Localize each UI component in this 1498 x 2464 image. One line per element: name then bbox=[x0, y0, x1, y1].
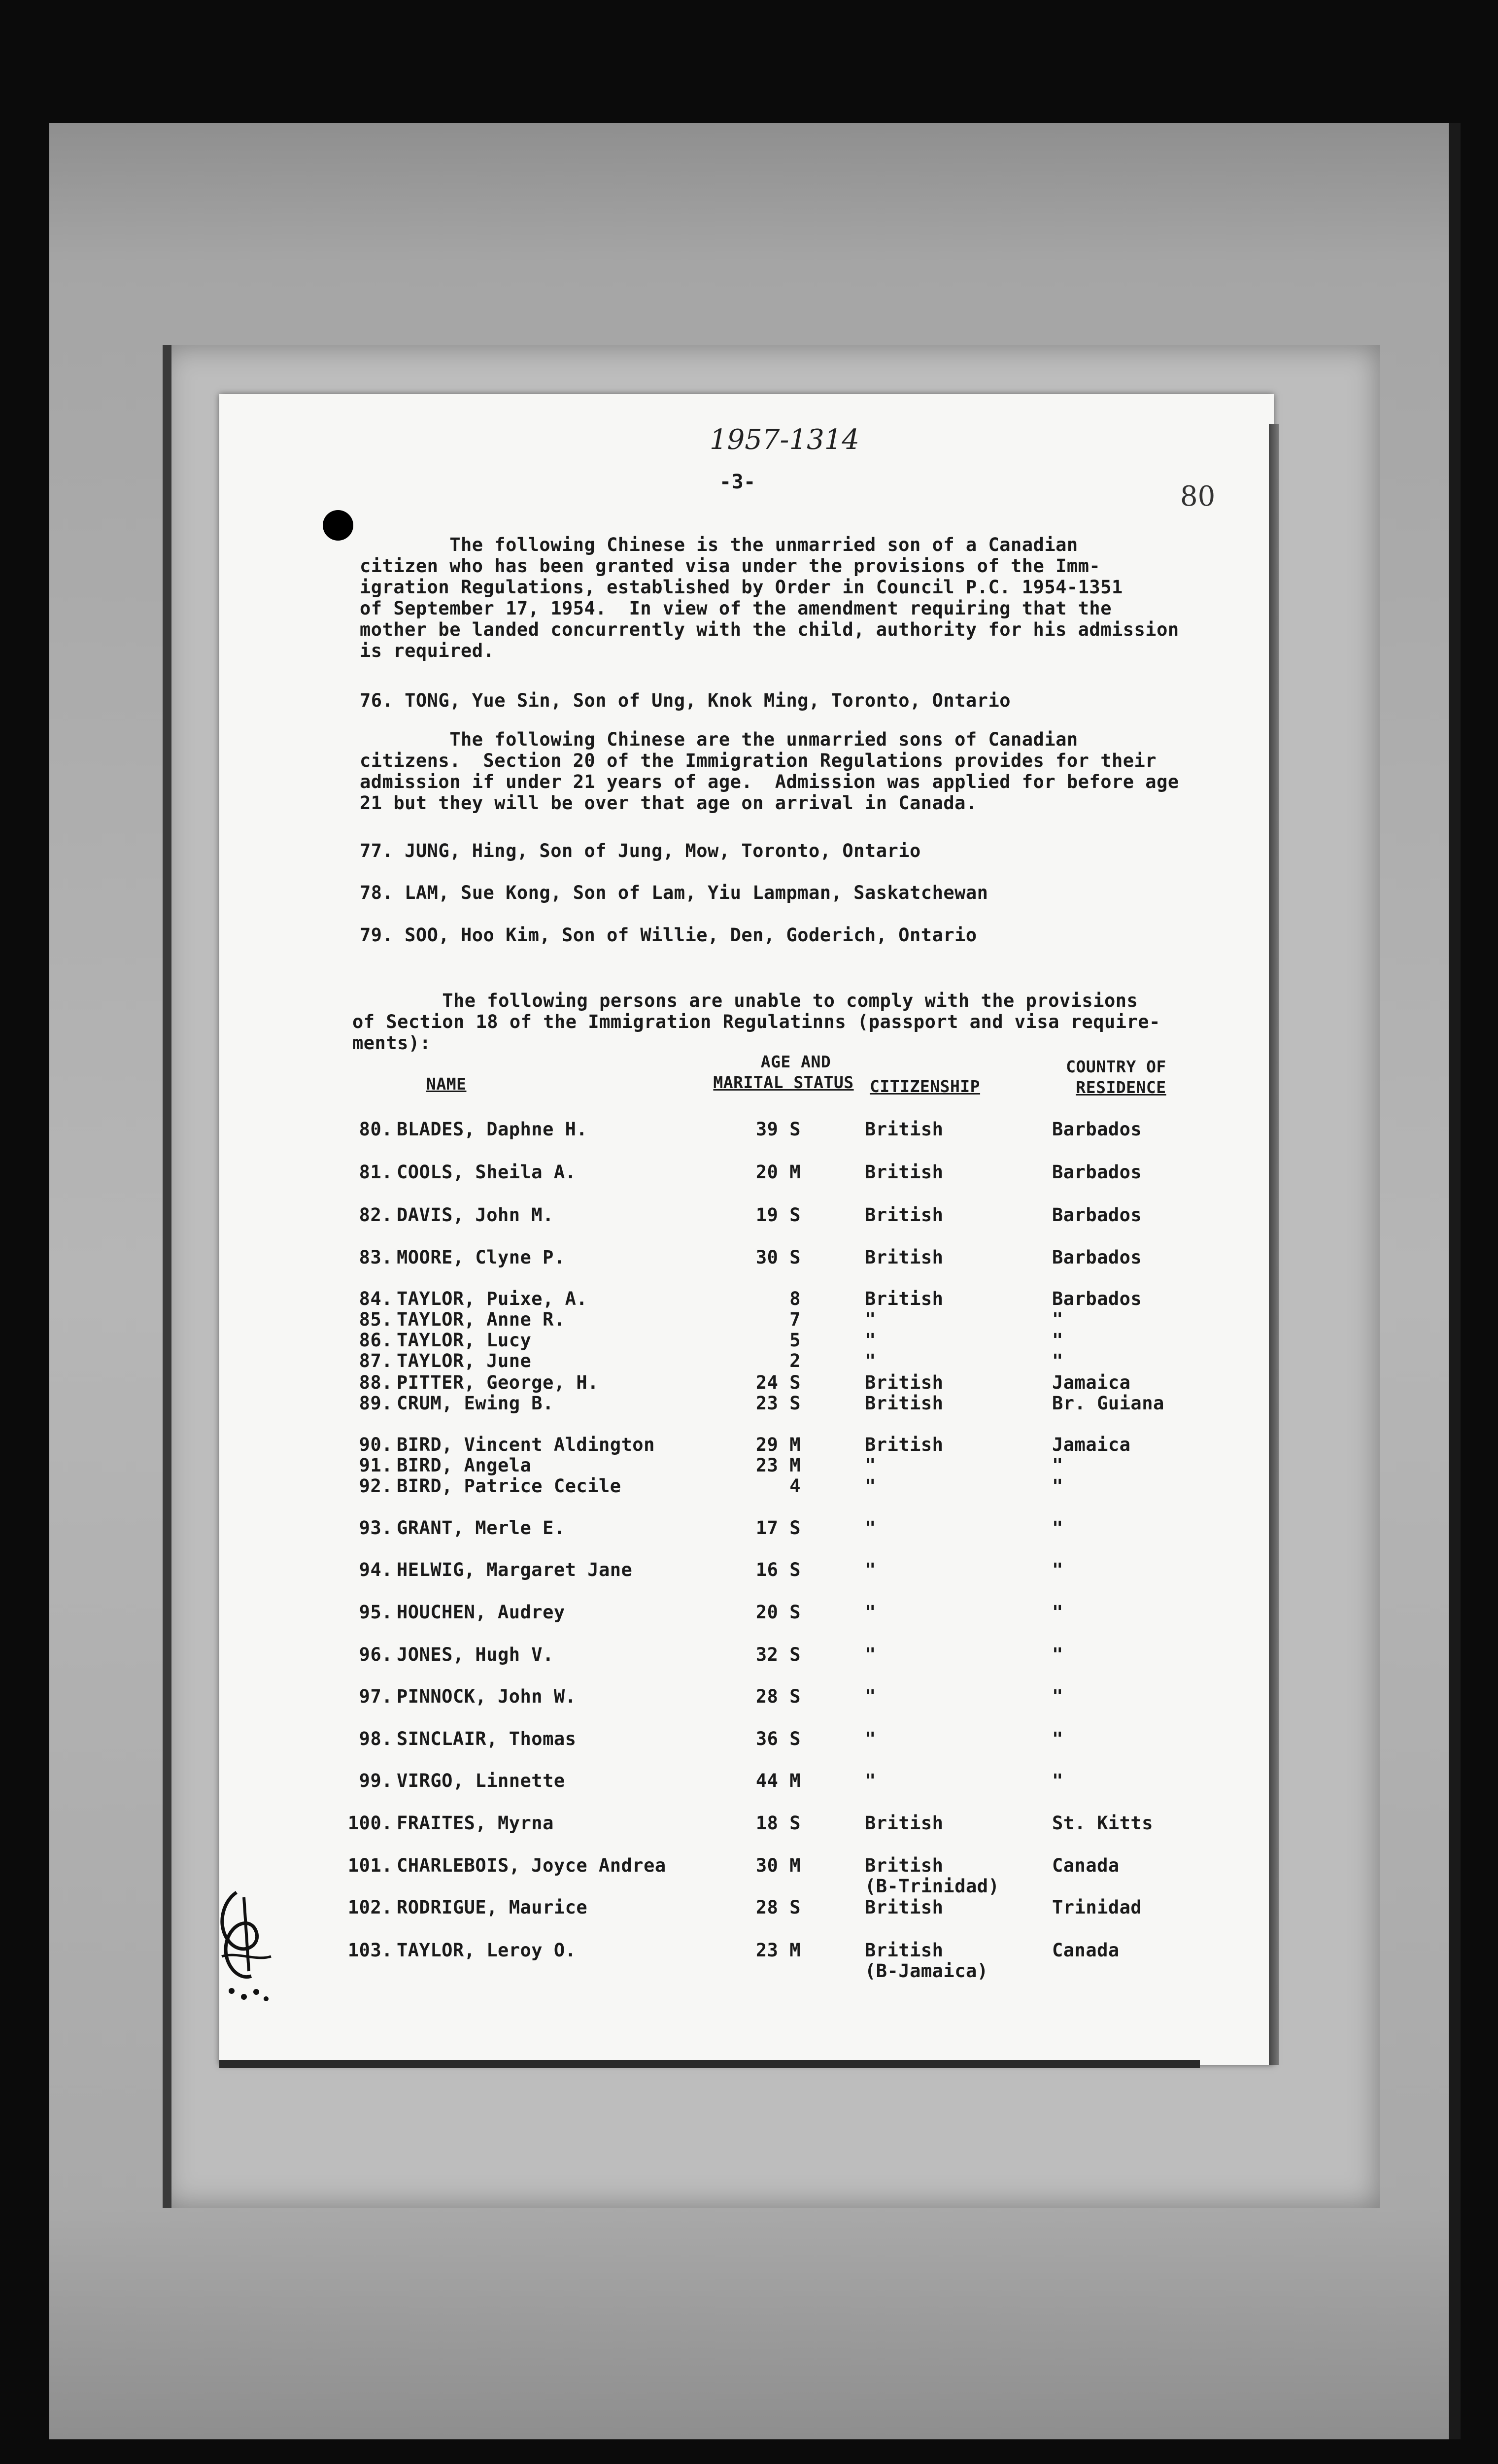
paragraph-1-line: citizen who has been granted visa under the provisions of the Imm- bbox=[360, 555, 1101, 577]
row-residence: " bbox=[1052, 1686, 1063, 1707]
row-citizenship: British bbox=[865, 1813, 944, 1834]
paragraph-1-line: of September 17, 1954. In view of the amendment requiring that the bbox=[360, 598, 1112, 619]
row-residence: Br. Guiana bbox=[1052, 1393, 1164, 1414]
row-number: 82. bbox=[359, 1204, 393, 1226]
item-79: 79. SOO, Hoo Kim, Son of Willie, Den, Goderich, Ontario bbox=[360, 924, 977, 946]
paragraph-3-line: The following persons are unable to comply with the provisions bbox=[352, 990, 1138, 1011]
row-citizenship: British bbox=[865, 1393, 944, 1414]
row-citizenship: " bbox=[865, 1686, 876, 1707]
row-citizenship: " bbox=[865, 1770, 876, 1791]
row-age-status: 17 S bbox=[755, 1517, 801, 1539]
row-age-status: 30 S bbox=[755, 1247, 801, 1268]
row-name: JONES, Hugh V. bbox=[397, 1644, 554, 1665]
table-row bbox=[219, 1247, 1274, 1268]
row-age-status: 29 M bbox=[755, 1434, 801, 1455]
page-number: -3- bbox=[719, 471, 756, 493]
paragraph-2-line: citizens. Section 20 of the Immigration Regulations provides for their bbox=[360, 750, 1157, 771]
row-age-status: 18 S bbox=[755, 1813, 801, 1834]
row-age-status: 30 M bbox=[755, 1855, 801, 1876]
row-citizenship: British bbox=[865, 1162, 944, 1183]
header-residence-line1: COUNTRY OF bbox=[1066, 1057, 1166, 1076]
row-citizenship: " bbox=[865, 1475, 876, 1497]
row-name: COOLS, Sheila A. bbox=[397, 1162, 577, 1183]
row-residence: Barbados bbox=[1052, 1162, 1142, 1183]
row-age-status: 23 M bbox=[755, 1940, 801, 1961]
row-name: HOUCHEN, Audrey bbox=[397, 1602, 565, 1623]
table-row bbox=[219, 1288, 1274, 1310]
paragraph-3-line: of Section 18 of the Immigration Regulatinns (passport and visa require- bbox=[352, 1011, 1160, 1032]
row-age-status: 20 S bbox=[755, 1602, 801, 1623]
paragraph-1-line: igration Regulations, established by Order in Council P.C. 1954-1351 bbox=[360, 577, 1123, 598]
row-name: BIRD, Angela bbox=[397, 1455, 532, 1476]
row-citizenship: British bbox=[865, 1372, 944, 1393]
table-row bbox=[219, 1455, 1274, 1476]
row-number: 90. bbox=[359, 1434, 393, 1455]
row-age-status: 44 M bbox=[755, 1770, 801, 1791]
table-row bbox=[219, 1559, 1274, 1581]
row-citizenship: British bbox=[865, 1247, 944, 1268]
row-age-status: 4 bbox=[789, 1475, 801, 1497]
row-age-status: 39 S bbox=[755, 1119, 801, 1140]
table-row bbox=[219, 1517, 1274, 1539]
row-age-status: 16 S bbox=[755, 1559, 801, 1580]
row-number: 102. bbox=[347, 1897, 393, 1918]
paragraph-1-line: The following Chinese is the unmarried son of a Canadian bbox=[360, 534, 1078, 555]
row-name: RODRIGUE, Maurice bbox=[397, 1897, 588, 1918]
header-age-line2: MARITAL STATUS bbox=[713, 1073, 854, 1092]
row-name: PINNOCK, John W. bbox=[397, 1686, 577, 1707]
table-row bbox=[219, 1686, 1274, 1708]
row-name: GRANT, Merle E. bbox=[397, 1517, 565, 1539]
table-row bbox=[219, 1350, 1274, 1372]
table-row bbox=[219, 1602, 1274, 1623]
row-number: 87. bbox=[359, 1350, 393, 1371]
table-row bbox=[219, 1940, 1274, 1961]
row-number: 83. bbox=[359, 1247, 393, 1268]
row-number: 84. bbox=[359, 1288, 393, 1309]
row-citizenship: " bbox=[865, 1559, 876, 1580]
row-name: TAYLOR, Puixe, A. bbox=[397, 1288, 588, 1309]
row-name: VIRGO, Linnette bbox=[397, 1770, 565, 1791]
row-citizenship: (B-Jamaica) bbox=[865, 1960, 988, 1982]
table-row bbox=[219, 1309, 1274, 1331]
row-citizenship: British bbox=[865, 1434, 944, 1455]
row-number: 92. bbox=[359, 1475, 393, 1497]
row-citizenship: British bbox=[865, 1204, 944, 1226]
row-residence: Barbados bbox=[1052, 1247, 1142, 1268]
paragraph-1-line: mother be landed concurrently with the child, authority for his admission bbox=[360, 619, 1179, 640]
row-number: 91. bbox=[359, 1455, 393, 1476]
row-age-status: 28 S bbox=[755, 1897, 801, 1918]
row-age-status: 23 S bbox=[755, 1393, 801, 1414]
table-row bbox=[219, 1644, 1274, 1666]
row-name: BLADES, Daphne H. bbox=[397, 1119, 588, 1140]
row-number: 89. bbox=[359, 1393, 393, 1414]
row-age-status: 20 M bbox=[755, 1162, 801, 1183]
row-residence: Barbados bbox=[1052, 1288, 1142, 1309]
paragraph-2-line: admission if under 21 years of age. Admission was applied for before age bbox=[360, 771, 1179, 792]
row-number: 101. bbox=[347, 1855, 393, 1876]
row-number: 94. bbox=[359, 1559, 393, 1580]
row-citizenship: British bbox=[865, 1897, 944, 1918]
row-number: 98. bbox=[359, 1728, 393, 1749]
row-name: BIRD, Vincent Aldington bbox=[397, 1434, 655, 1455]
row-residence: " bbox=[1052, 1309, 1063, 1330]
paragraph-2-line: 21 but they will be over that age on arrival in Canada. bbox=[360, 792, 977, 814]
row-age-status: 8 bbox=[789, 1288, 801, 1309]
row-residence: " bbox=[1052, 1455, 1063, 1476]
table-row bbox=[219, 1119, 1274, 1140]
table-row bbox=[219, 1393, 1274, 1414]
row-number: 99. bbox=[359, 1770, 393, 1791]
table-row bbox=[219, 1855, 1274, 1877]
header-citizenship: CITIZENSHIP bbox=[870, 1077, 981, 1096]
row-age-status: 7 bbox=[789, 1309, 801, 1330]
row-age-status: 36 S bbox=[755, 1728, 801, 1749]
row-residence: " bbox=[1052, 1770, 1063, 1791]
row-citizenship: " bbox=[865, 1602, 876, 1623]
row-age-status: 19 S bbox=[755, 1204, 801, 1226]
table-row bbox=[219, 1770, 1274, 1792]
row-number: 97. bbox=[359, 1686, 393, 1707]
row-citizenship: " bbox=[865, 1330, 876, 1351]
row-name: HELWIG, Margaret Jane bbox=[397, 1559, 633, 1580]
row-residence: Canada bbox=[1052, 1855, 1120, 1876]
header-name: NAME bbox=[426, 1074, 467, 1094]
row-residence: " bbox=[1052, 1728, 1063, 1749]
row-name: SINCLAIR, Thomas bbox=[397, 1728, 577, 1749]
header-age-line1: AGE AND bbox=[760, 1052, 831, 1071]
row-residence: " bbox=[1052, 1559, 1063, 1580]
row-name: TAYLOR, Leroy O. bbox=[397, 1940, 577, 1961]
row-residence: " bbox=[1052, 1602, 1063, 1623]
row-name: TAYLOR, June bbox=[397, 1350, 532, 1371]
film-edge-left bbox=[163, 345, 171, 2208]
row-number: 88. bbox=[359, 1372, 393, 1393]
row-name: TAYLOR, Anne R. bbox=[397, 1309, 565, 1330]
table-row bbox=[219, 1475, 1274, 1497]
row-residence: " bbox=[1052, 1517, 1063, 1539]
handwritten-file-number: 1957-1314 bbox=[710, 424, 859, 456]
row-residence: Jamaica bbox=[1052, 1372, 1131, 1393]
row-name: FRAITES, Myrna bbox=[397, 1813, 554, 1834]
row-citizenship: " bbox=[865, 1517, 876, 1539]
table-row bbox=[219, 1162, 1274, 1183]
table-row bbox=[219, 1960, 1274, 1982]
row-citizenship: " bbox=[865, 1728, 876, 1749]
row-residence: " bbox=[1052, 1350, 1063, 1371]
item-78: 78. LAM, Sue Kong, Son of Lam, Yiu Lampman, Saskatchewan bbox=[360, 882, 988, 903]
row-residence: St. Kitts bbox=[1052, 1813, 1153, 1834]
row-citizenship: " bbox=[865, 1455, 876, 1476]
row-age-status: 23 M bbox=[755, 1455, 801, 1476]
row-number: 95. bbox=[359, 1602, 393, 1623]
handwritten-signature-mark bbox=[202, 1882, 296, 2011]
row-number: 103. bbox=[347, 1940, 393, 1961]
row-number: 85. bbox=[359, 1309, 393, 1330]
paragraph-3-line: ments): bbox=[352, 1032, 431, 1054]
row-age-status: 32 S bbox=[755, 1644, 801, 1665]
item-76: 76. TONG, Yue Sin, Son of Ung, Knok Ming, Toronto, Ontario bbox=[360, 690, 1011, 711]
row-residence: Trinidad bbox=[1052, 1897, 1142, 1918]
table-row bbox=[219, 1876, 1274, 1897]
row-residence: Jamaica bbox=[1052, 1434, 1131, 1455]
row-citizenship: British bbox=[865, 1288, 944, 1309]
row-citizenship: British bbox=[865, 1855, 944, 1876]
stamp-number: 80 bbox=[1180, 480, 1216, 513]
table-row bbox=[219, 1372, 1274, 1394]
row-citizenship: (B-Trinidad) bbox=[865, 1876, 1000, 1897]
row-number: 80. bbox=[359, 1119, 393, 1140]
row-name: MOORE, Clyne P. bbox=[397, 1247, 565, 1268]
row-name: PITTER, George, H. bbox=[397, 1372, 599, 1393]
table-row bbox=[219, 1330, 1274, 1351]
item-77: 77. JUNG, Hing, Son of Jung, Mow, Toronto, Ontario bbox=[360, 840, 921, 861]
table-row bbox=[219, 1204, 1274, 1226]
row-number: 100. bbox=[347, 1813, 393, 1834]
row-name: BIRD, Patrice Cecile bbox=[397, 1475, 621, 1497]
row-residence: Barbados bbox=[1052, 1119, 1142, 1140]
row-citizenship: British bbox=[865, 1940, 944, 1961]
table-row bbox=[219, 1813, 1274, 1834]
table-row bbox=[219, 1434, 1274, 1456]
table-header bbox=[219, 1052, 1274, 1106]
row-citizenship: British bbox=[865, 1119, 944, 1140]
paragraph-2-line: The following Chinese are the unmarried sons of Canadian bbox=[360, 729, 1078, 750]
row-name: DAVIS, John M. bbox=[397, 1204, 554, 1226]
row-citizenship: " bbox=[865, 1644, 876, 1665]
row-age-status: 5 bbox=[789, 1330, 801, 1351]
row-name: CRUM, Ewing B. bbox=[397, 1393, 554, 1414]
row-residence: " bbox=[1052, 1644, 1063, 1665]
paragraph-1-line: is required. bbox=[360, 640, 495, 661]
row-age-status: 24 S bbox=[755, 1372, 801, 1393]
row-number: 86. bbox=[359, 1330, 393, 1351]
row-age-status: 28 S bbox=[755, 1686, 801, 1707]
row-residence: " bbox=[1052, 1475, 1063, 1497]
row-number: 93. bbox=[359, 1517, 393, 1539]
table-row bbox=[219, 1728, 1274, 1750]
row-citizenship: " bbox=[865, 1309, 876, 1330]
table-row bbox=[219, 1897, 1274, 1918]
row-number: 81. bbox=[359, 1162, 393, 1183]
film-edge-right bbox=[1449, 123, 1461, 2439]
row-name: TAYLOR, Lucy bbox=[397, 1330, 532, 1351]
row-citizenship: " bbox=[865, 1350, 876, 1371]
row-residence: Canada bbox=[1052, 1940, 1120, 1961]
row-age-status: 2 bbox=[789, 1350, 801, 1371]
row-residence: Barbados bbox=[1052, 1204, 1142, 1226]
header-residence-line2: RESIDENCE bbox=[1076, 1078, 1166, 1097]
row-number: 96. bbox=[359, 1644, 393, 1665]
row-name: CHARLEBOIS, Joyce Andrea bbox=[397, 1855, 666, 1876]
row-residence: " bbox=[1052, 1330, 1063, 1351]
